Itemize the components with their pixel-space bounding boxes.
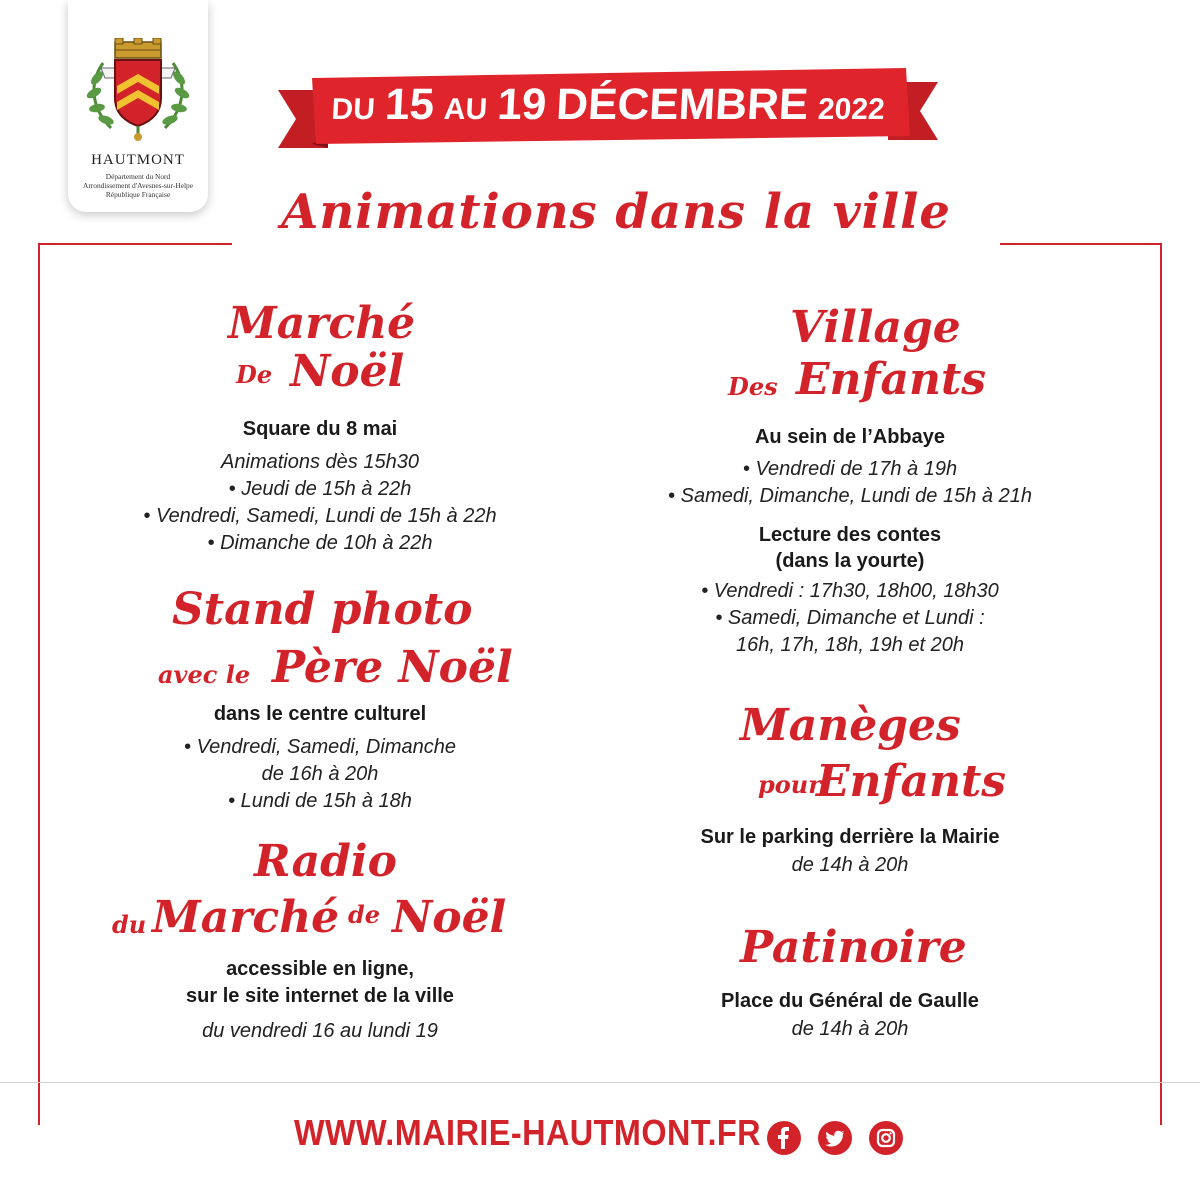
maneges-line: de 14h à 20h [791,854,909,876]
hautmont-logo[interactable] [68,0,208,212]
date-start: 15 [383,80,436,129]
radio-title-de: de [348,900,381,929]
stand-line: • Lundi de 15h à 18h [228,790,412,812]
patinoire-place: Place du Général de Gaulle [721,990,979,1012]
marche-title-noel: Noël [290,346,405,397]
radio-title-noel: Noël [392,892,507,943]
logo-arrondissement: Arrondissement d'Avesnes-sur-Helpe [82,181,194,190]
village-line: • Samedi, Dimanche, Lundi de 15h à 21h [668,485,1032,507]
marche-line: • Dimanche de 10h à 22h [207,532,433,554]
twitter-icon[interactable] [818,1121,852,1155]
radio-title: Radio [254,836,397,887]
website-link[interactable]: WWW.MAIRIE-HAUTMONT.FR [294,1112,762,1153]
facebook-icon[interactable] [767,1121,801,1155]
radio-line: du vendredi 16 au lundi 19 [202,1020,438,1042]
coat-of-arms-icon [81,38,195,142]
maneges-title-enfants: Enfants [816,756,1007,807]
stand-title: Stand photo [172,584,473,635]
marche-line: Animations dès 15h30 [221,451,419,473]
logo-town-name: HAUTMONT [91,152,185,168]
village-sub-1: Lecture des contes [758,524,942,546]
village-title: Village [790,302,961,353]
marche-title: Marché [228,298,416,349]
village-title-enfants: Enfants [796,354,987,405]
maneges-title: Manèges [740,700,961,751]
date-au: AU [442,93,489,126]
logo-departement: Département du Nord [105,172,171,181]
patinoire-line: de 14h à 20h [791,1018,909,1040]
village-place: Au sein de l’Abbaye [754,426,946,448]
date-month: DÉCEMBRE [555,80,810,129]
village-sub-2: (dans la yourte) [775,550,925,572]
stand-title-perenoel: Père Noël [272,642,513,693]
date-end: 19 [496,80,548,129]
logo-republique: République Française [105,190,171,199]
page-title: Animations dans la ville [281,184,951,240]
stand-line: de 16h à 20h [261,763,379,785]
marche-line: • Vendredi, Samedi, Lundi de 15h à 22h [143,505,497,527]
marche-title-de: De [236,360,273,389]
radio-title-marche: Marché [152,892,340,943]
date-year: 2022 [817,93,886,126]
date-du: DU [330,93,376,126]
radio-place-1: accessible en ligne, [226,958,414,980]
stand-place: dans le centre culturel [213,703,427,725]
instagram-icon[interactable] [869,1121,903,1155]
village-line2: 16h, 17h, 18h, 19h et 20h [736,634,964,656]
maneges-place: Sur le parking derrière la Mairie [700,826,1000,848]
event-dates [316,80,899,144]
village-line: • Vendredi de 17h à 19h [742,458,958,480]
village-line2: • Vendredi : 17h30, 18h00, 18h30 [701,580,999,602]
marche-place: Square du 8 mai [242,418,398,440]
village-line2: • Samedi, Dimanche et Lundi : [715,607,985,629]
village-title-des: Des [728,372,778,401]
patinoire-title: Patinoire [740,922,967,973]
marche-line: • Jeudi de 15h à 22h [228,478,412,500]
radio-title-du: du [112,910,147,939]
radio-place-2: sur le site internet de la ville [186,985,454,1007]
maneges-title-pour: pour [758,770,821,799]
stand-line: • Vendredi, Samedi, Dimanche [184,736,456,758]
footer-divider [0,1082,1200,1083]
stand-title-avecle: avec le [158,660,251,689]
